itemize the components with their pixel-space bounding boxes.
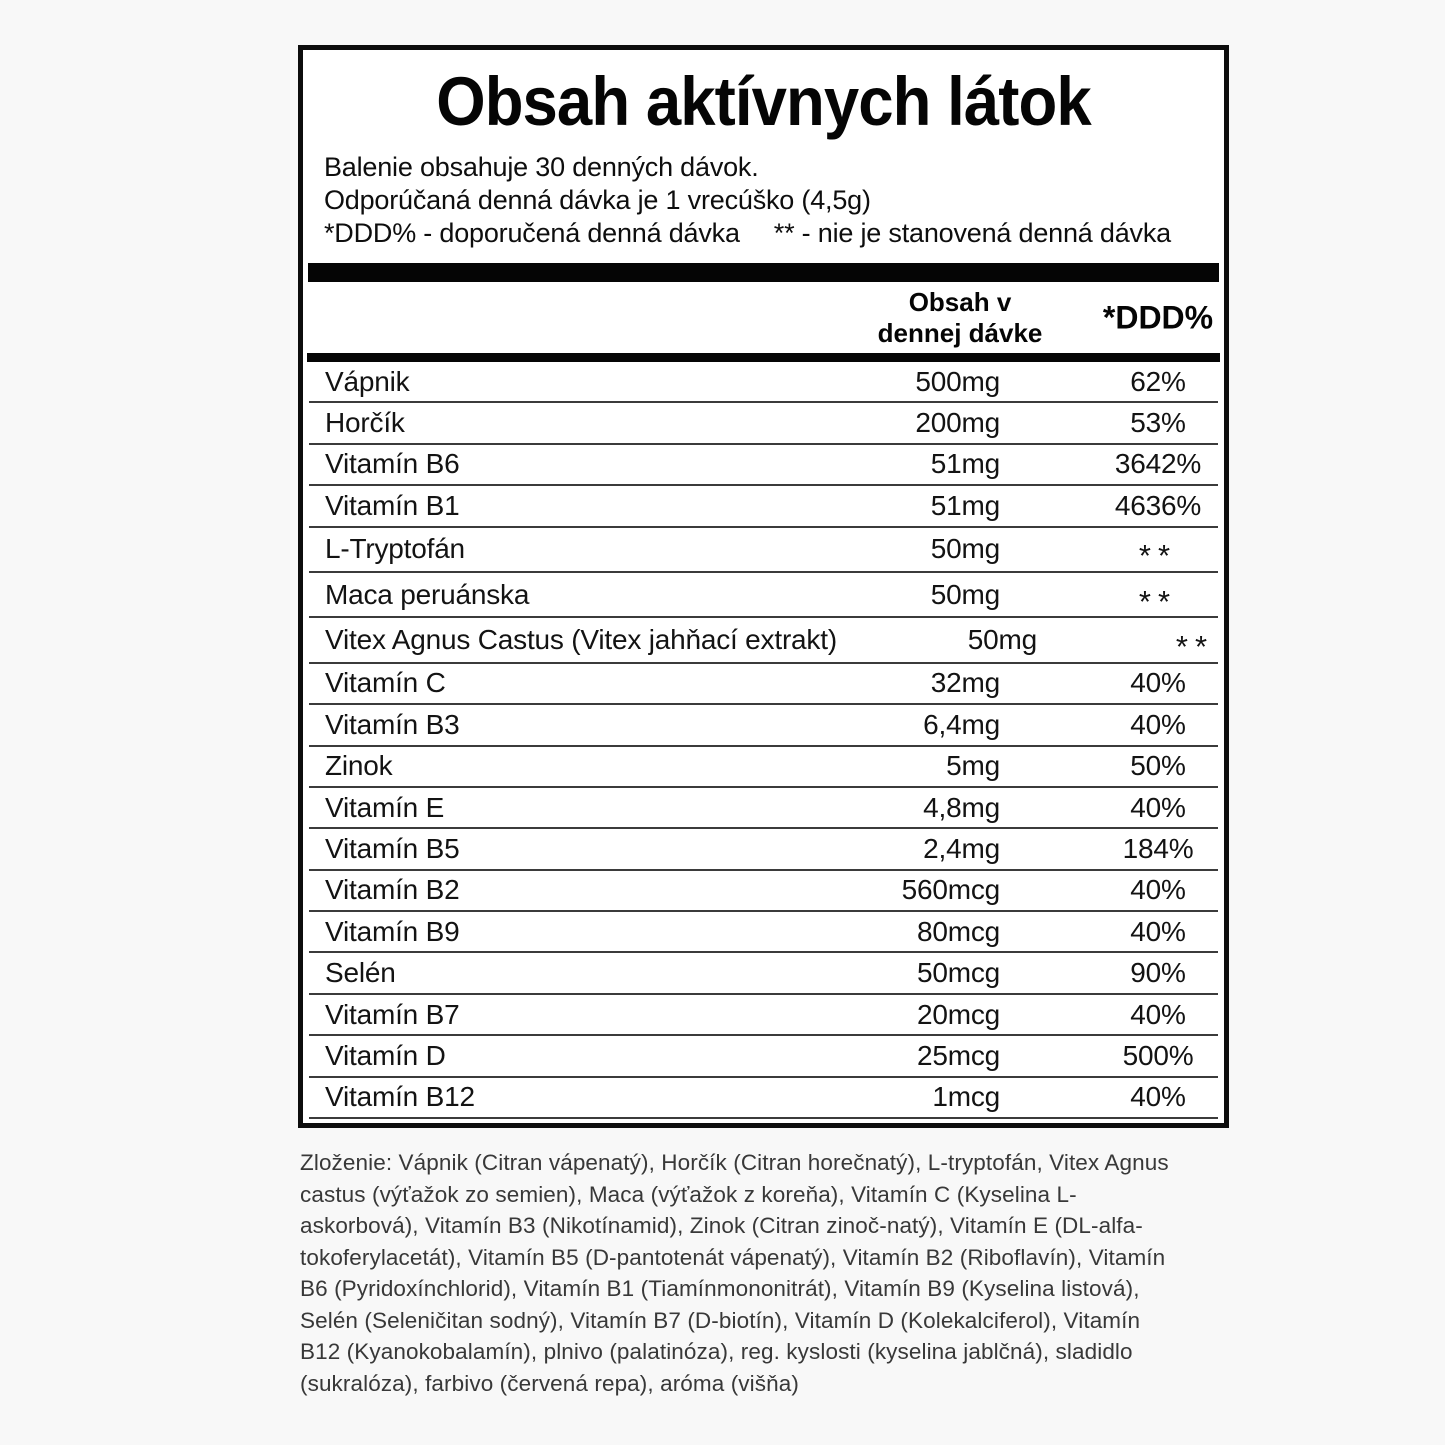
ingredient-amount: 50mg [967,624,1037,656]
ingredient-name: Vitamín B5 [325,832,460,864]
ingredient-name: Vitex Agnus Castus (Vitex jahňací extrakt) [325,624,837,656]
divider-bar-top [308,263,1219,282]
ingredient-ddd: 184% [1122,832,1194,864]
ingredient-amount: 200mg [915,407,1000,439]
ingredient-ddd: ** [1138,583,1178,619]
ingredient-name: Vitamín B7 [325,998,460,1030]
ingredient-amount: 2,4mg [923,832,1000,864]
ingredient-name: Zinok [325,750,393,782]
ingredient-ddd: 40% [1130,667,1186,699]
ingredient-name: Vitamín D [325,1039,446,1071]
table-row [309,486,1218,527]
table-row [309,912,1218,953]
ingredient-name: Vitamín B9 [325,915,460,947]
ingredients-line: Zloženie: Vápnik (Citran vápenatý), Horčík (Citran horečnatý), L-tryptofán, Vitex Agnus [300,1150,1169,1175]
ingredient-name: Maca peruánska [325,578,530,610]
ingredient-ddd: 3642% [1114,448,1202,480]
ingredient-amount: 6,4mg [923,708,1000,740]
ingredient-amount: 80mcg [916,915,1000,947]
table-row [309,528,1218,573]
ingredient-amount: 50mg [930,533,1000,565]
ingredient-name: Selén [325,957,396,989]
table-row [309,403,1218,444]
ingredient-amount: 560mcg [901,874,1000,906]
table-row [309,953,1218,994]
table-row [309,445,1218,486]
ingredient-amount: 4,8mg [923,791,1000,823]
column-header-amount-line2: dennej dávke [877,317,1043,348]
ingredient-ddd: 40% [1130,998,1186,1030]
ingredient-name: Vitamín B1 [325,489,460,521]
ingredients-line: Selén (Seleničitan sodný), Vitamín B7 (D-biotín), Vitamín D (Kolekalciferol), Vitamín [300,1307,1141,1333]
ingredient-ddd: 53% [1130,407,1186,439]
ingredient-amount: 500mg [915,365,1000,397]
divider-bar-header [307,353,1220,362]
legend-ddd-note: *DDD% - doporučená denná dávka [324,218,740,248]
intro-servings-line: Balenie obsahuje 30 denných dávok. [324,152,759,182]
ingredient-amount: 25mcg [916,1039,1000,1071]
ingredient-amount: 51mg [930,489,1000,521]
table-row [309,1078,1218,1119]
ingredient-amount: 50mcg [916,957,1000,989]
ingredient-ddd: ** [1175,629,1215,665]
table-row [309,664,1218,705]
ingredient-name: Vitamín C [325,667,446,699]
ingredient-ddd: 90% [1130,957,1186,989]
ingredient-amount: 5mg [946,750,1000,782]
ingredient-ddd: 62% [1130,365,1186,397]
table-row [309,618,1218,663]
ingredients-line: askorbová), Vitamín B3 (Nikotínamid), Zinok (Citran zinoč-natý), Vitamín E (DL-alfa- [300,1213,1143,1238]
ingredients-line: castus (výťažok zo semien), Maca (výťažok z koreňa), Vitamín C (Kyselina L- [300,1181,1077,1207]
column-header-amount [878,287,1043,349]
ingredient-ddd: 40% [1130,874,1186,906]
ingredient-name: Vitamín B6 [325,448,460,480]
ingredients-line: tokoferylacetát), Vitamín B5 (D-pantotenát vápenatý), Vitamín B2 (Riboflavín), Vitamín [300,1244,1166,1270]
table-row [309,829,1218,870]
ingredient-amount: 51mg [930,448,1000,480]
active-ingredients-panel [298,45,1229,1128]
page-title: Obsah aktívnych látok [436,63,1091,140]
ingredients-line: (sukralóza), farbivo (červená repa), aróma (višňa) [300,1370,799,1396]
ingredient-ddd: 40% [1130,915,1186,947]
ingredient-table-body [309,362,1218,1119]
table-row [309,995,1218,1036]
ingredient-name: Horčík [325,407,405,439]
table-header [303,282,1224,353]
table-row [309,573,1218,618]
ingredient-name: Vápnik [325,365,410,397]
ingredients-line: B12 (Kyanokobalamín), plnivo (palatinóza), reg. kyslosti (kyselina jablčná), sladidlo [300,1339,1133,1364]
ingredient-ddd: 500% [1122,1039,1194,1071]
ingredient-ddd: 40% [1130,708,1186,740]
ingredient-amount: 20mcg [916,998,1000,1030]
table-row [309,788,1218,829]
column-header-ddd: *DDD% [1102,299,1214,335]
ingredients-paragraph [300,1147,1240,1399]
intro-text [324,151,1224,250]
column-header-amount-line1: Obsah v [908,286,1012,317]
table-row [309,362,1218,403]
ingredient-amount: 32mg [930,667,1000,699]
ingredient-ddd: ** [1138,538,1178,574]
ingredient-ddd: 40% [1130,791,1186,823]
table-row [309,747,1218,788]
ingredient-amount: 1mcg [932,1081,1000,1113]
ingredient-name: L-Tryptofán [325,533,465,565]
ingredient-ddd: 4636% [1114,489,1202,521]
ingredient-name: Vitamín B3 [325,708,460,740]
table-row [309,705,1218,746]
ingredient-name: Vitamín B2 [325,874,460,906]
legend-asterisk-note: ** - nie je stanovená denná dávka [773,218,1171,248]
ingredient-ddd: 40% [1130,1081,1186,1113]
table-row [309,1036,1218,1077]
ingredient-name: Vitamín E [325,791,445,823]
ingredient-amount: 50mg [930,578,1000,610]
ingredient-ddd: 50% [1130,750,1186,782]
intro-legend-line [324,217,1224,250]
ingredient-name: Vitamín B12 [325,1081,475,1113]
table-row [309,871,1218,912]
ingredients-line: B6 (Pyridoxínchlorid), Vitamín B1 (Tiamínmononitrát), Vitamín B9 (Kyselina listová), [300,1276,1140,1301]
intro-dose-line: Odporúčaná denná dávka je 1 vrecúško (4,5g) [324,185,871,215]
